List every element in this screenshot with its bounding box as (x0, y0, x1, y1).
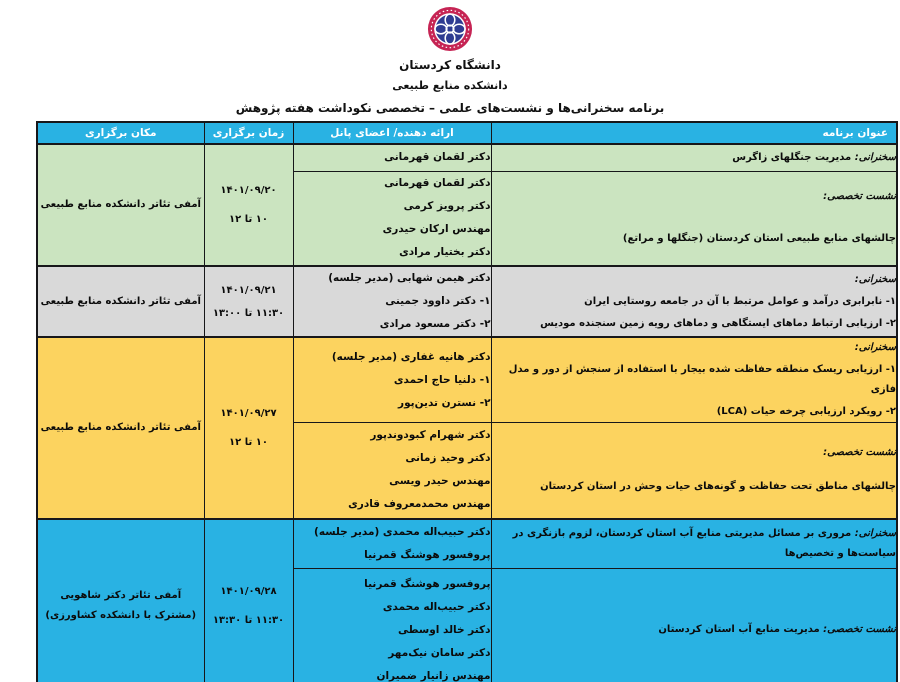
program-title-text: ۱- نابرابری درآمد و عوامل مرتبط با آن در جامعه روستایی ایران (584, 295, 896, 307)
panel-member: دکتر شهرام کبودوندپور (370, 429, 491, 442)
location-text: آمفی تئاتر دانشکده منابع طبیعی (40, 295, 201, 307)
program-title-text: مدیریت منابع آب استان کردستان (658, 624, 820, 636)
session-type-label: نشست تخصصی: (823, 447, 896, 459)
event-date: ۱۴۰۱/۰۹/۲۷ (220, 407, 277, 419)
university-name: دانشگاه کردستان (399, 58, 501, 72)
panel-member: پروفسور هوشنگ قمرنیا (364, 577, 491, 590)
panel-member: دکتر وحید زمانی (405, 452, 491, 465)
col-header-program-title: عنوان برنامه (491, 122, 897, 144)
location-cell (37, 144, 204, 266)
session-type-label: سخنرانی: (854, 342, 896, 353)
panel-member: مهندس زانیار ضمیران (376, 669, 491, 682)
location-cell (37, 266, 204, 337)
time-cell (204, 519, 293, 682)
program-title-text: چالشهای مناطق تحت حفاظت و گونه‌های حیات وحش در استان کردستان (540, 481, 896, 493)
panel-member: دکتر هانیه غفاری (مدیر جلسه) (331, 350, 491, 363)
location-text: آمفی تئاتر دانشکده منابع طبیعی (40, 421, 201, 433)
panel-member: ۱- دلنیا حاج احمدی (393, 373, 491, 386)
panel-cell (293, 266, 491, 337)
panel-cell (293, 171, 491, 266)
program-title-cell (491, 569, 897, 682)
panel-member: دکتر لقمان قهرمانی (384, 177, 491, 190)
program-title-cell (491, 266, 897, 337)
logo-container (0, 6, 900, 56)
session-type-label: نشست تخصصی: (823, 191, 896, 203)
program-title-text: ۲- ارزیابی ارتباط دماهای ایستگاهی و دماهای رویه زمین سنجنده مودیس (540, 317, 896, 329)
panel-member: دکتر هیمن شهابی (مدیر جلسه) (328, 272, 491, 284)
program-title-text: مروری بر مسائل مدیریتی منابع آب استان کردستان، لزوم بازنگری در سیاست‌ها و تخصیص‌ها (512, 527, 896, 559)
program-title-cell (491, 144, 897, 171)
location-text: آمفی تئاتر دکتر شاهویی (60, 589, 182, 601)
event-date: ۱۴۰۱/۰۹/۲۸ (220, 585, 277, 597)
session-type-label: سخنرانی: (854, 527, 896, 539)
panel-member: مهندس محمدمعروف قادری (348, 498, 491, 511)
panel-member: مهندس حیدر ویسی (389, 475, 491, 488)
panel-member: پروفسور هوشنگ قمرنیا (364, 548, 491, 561)
event-hours: ۱۱:۳۰ تا ۱۳:۰۰ (212, 307, 285, 319)
program-title-cell (491, 423, 897, 519)
event-date: ۱۴۰۱/۰۹/۲۰ (220, 185, 277, 196)
panel-cell (293, 569, 491, 682)
panel-member: مهندس ارکان حیدری (382, 223, 491, 236)
event-date: ۱۴۰۱/۰۹/۲۱ (220, 284, 277, 296)
university-logo-icon (427, 6, 473, 52)
location-text: آمفی تئاتر دانشکده منابع طبیعی (40, 199, 201, 210)
table-header-row (37, 122, 897, 144)
panel-member: ۲- دکتر مسعود مرادی (379, 318, 491, 330)
time-cell (204, 266, 293, 337)
session-type-label: نشست تخصصی: (823, 624, 896, 636)
event-hours: ۱۰ تا ۱۲ (229, 436, 268, 448)
schedule-table (36, 121, 898, 682)
program-title-text: ۱- ارزیابی ریسک منطقه حفاظت شده بیجار با استفاده از سنجش از دور و مدل فازی (508, 364, 896, 395)
table-row (37, 266, 897, 337)
panel-member: دکتر حبیب‌اله محمدی (مدیر جلسه) (314, 525, 491, 538)
time-cell (204, 144, 293, 266)
program-title-cell (491, 171, 897, 266)
program-title-text: مدیریت جنگلهای زاگرس (732, 151, 852, 163)
page-title: برنامه سخنرانی‌ها و نشست‌های علمی – تخصصی نکوداشت هفته پژوهش (235, 101, 665, 115)
panel-member: ۱- دکتر داوود جمینی (385, 295, 491, 307)
time-cell (204, 337, 293, 519)
panel-member: دکتر لقمان قهرمانی (384, 151, 491, 164)
table-row (37, 519, 897, 569)
program-title-text: ۲- رویکرد ارزیابی چرخه حیات (LCA) (716, 406, 896, 417)
event-hours: ۱۰ تا ۱۲ (229, 214, 268, 225)
panel-cell (293, 423, 491, 519)
col-header-panel: ارائه دهنده/ اعضای پانل (293, 122, 491, 144)
panel-cell (293, 519, 491, 569)
panel-member: دکتر پرویز کرمی (403, 200, 491, 213)
panel-cell (293, 337, 491, 423)
program-title-cell (491, 519, 897, 569)
location-cell (37, 519, 204, 682)
col-header-time: زمان برگزاری (204, 122, 293, 144)
table-row (37, 144, 897, 171)
panel-member: دکتر سامان نیک‌مهر (388, 646, 491, 659)
event-hours: ۱۱:۳۰ تا ۱۳:۳۰ (212, 614, 285, 626)
col-header-location: مکان برگزاری (37, 122, 204, 144)
panel-member: ۲- نسترن تدین‌پور (398, 396, 491, 409)
table-row (37, 337, 897, 423)
program-title-text: چالشهای منابع طبیعی استان کردستان (جنگلها و مراتع) (622, 233, 896, 245)
location-text: (مشترک با دانشکده کشاورزی) (45, 609, 197, 621)
document-header (0, 0, 900, 115)
panel-member: دکتر بختیار مرادی (399, 246, 491, 259)
program-title-cell (491, 337, 897, 423)
panel-member: دکتر حبیب‌اله محمدی (382, 600, 491, 613)
panel-cell (293, 144, 491, 171)
location-cell (37, 337, 204, 519)
session-type-label: سخنرانی: (854, 273, 896, 285)
faculty-name: دانشکده منابع طبیعی (392, 79, 508, 92)
session-type-label: سخنرانی: (854, 151, 896, 163)
panel-member: دکتر خالد اوسطی (398, 623, 491, 636)
